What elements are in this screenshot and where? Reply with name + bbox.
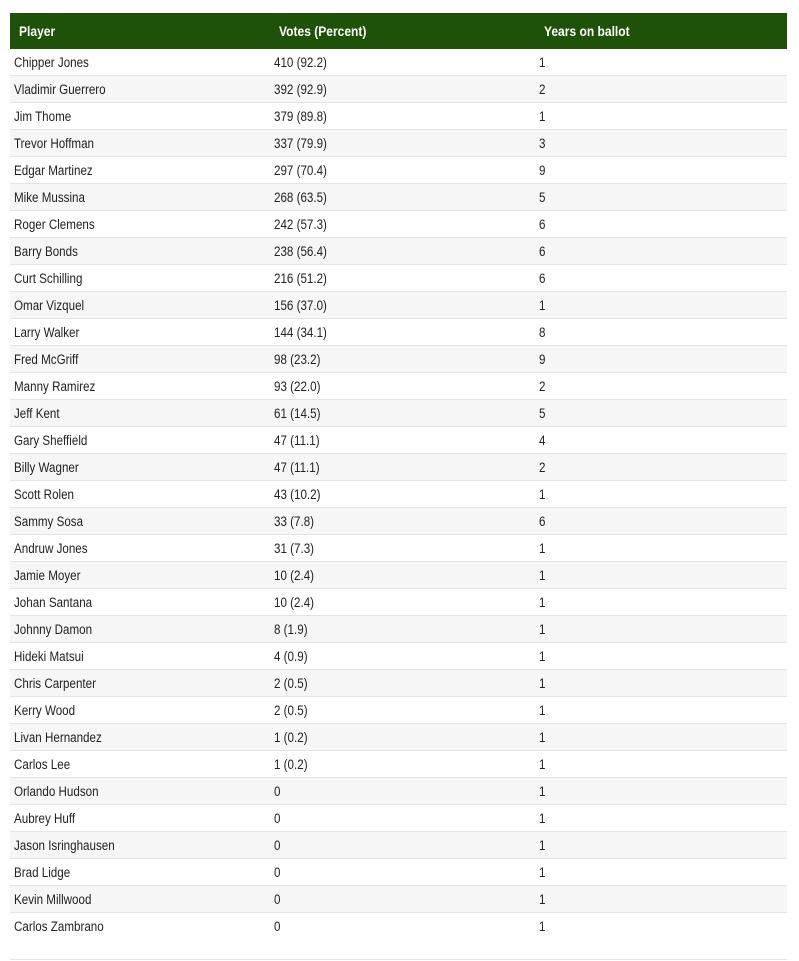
table-row	[10, 292, 787, 319]
player-cell-text: Andruw Jones	[14, 540, 88, 556]
table-row	[10, 400, 787, 427]
years-cell	[535, 211, 787, 238]
years-cell-text: 1	[539, 108, 546, 124]
years-cell-text: 1	[539, 594, 546, 610]
votes-cell	[270, 481, 535, 508]
player-cell	[10, 670, 270, 697]
years-cell	[535, 373, 787, 400]
table-row	[10, 373, 787, 400]
table-row	[10, 130, 787, 157]
votes-cell	[270, 238, 535, 265]
table-row	[10, 805, 787, 832]
footer-divider	[10, 959, 787, 960]
table-row	[10, 751, 787, 778]
player-cell	[10, 724, 270, 751]
votes-cell	[270, 76, 535, 103]
votes-cell	[270, 265, 535, 292]
votes-cell-text: 410 (92.2)	[274, 54, 327, 70]
table-row	[10, 832, 787, 859]
table-row	[10, 427, 787, 454]
table-row	[10, 265, 787, 292]
votes-cell-text: 1 (0.2)	[274, 756, 308, 772]
years-cell-text: 6	[539, 216, 546, 232]
votes-cell	[270, 427, 535, 454]
years-cell	[535, 886, 787, 913]
table-row	[10, 643, 787, 670]
votes-cell-text: 10 (2.4)	[274, 594, 315, 610]
player-cell-text: Johnny Damon	[14, 621, 93, 637]
player-cell-text: Larry Walker	[14, 324, 80, 340]
column-header-votes	[270, 13, 535, 49]
votes-cell-text: 1 (0.2)	[274, 729, 308, 745]
votes-cell-text: 0	[274, 810, 281, 826]
years-cell-text: 1	[539, 810, 546, 826]
votes-cell-text: 4 (0.9)	[274, 648, 308, 664]
votes-cell-text: 0	[274, 864, 281, 880]
years-cell	[535, 481, 787, 508]
player-cell-text: Curt Schilling	[14, 270, 83, 286]
player-cell	[10, 913, 270, 940]
player-cell-text: Edgar Martinez	[14, 162, 93, 178]
player-cell-text: Aubrey Huff	[14, 810, 76, 826]
player-cell	[10, 535, 270, 562]
table-row	[10, 76, 787, 103]
votes-cell	[270, 454, 535, 481]
years-cell-text: 4	[539, 432, 546, 448]
years-cell	[535, 103, 787, 130]
player-cell-text: Brad Lidge	[14, 864, 71, 880]
player-cell-text: Omar Vizquel	[14, 297, 85, 313]
table-row	[10, 535, 787, 562]
player-cell	[10, 886, 270, 913]
years-cell	[535, 76, 787, 103]
votes-cell-text: 144 (34.1)	[274, 324, 327, 340]
votes-cell-text: 238 (56.4)	[274, 243, 327, 259]
player-cell-text: Chipper Jones	[14, 54, 89, 70]
player-cell-text: Trevor Hoffman	[14, 135, 95, 151]
player-cell-text: Livan Hernandez	[14, 729, 102, 745]
votes-cell	[270, 103, 535, 130]
ballot-results-table	[10, 13, 787, 939]
player-cell-text: Billy Wagner	[14, 459, 79, 475]
table-body	[10, 49, 787, 939]
years-cell-text: 8	[539, 324, 546, 340]
table-row	[10, 778, 787, 805]
years-cell	[535, 724, 787, 751]
votes-cell-text: 242 (57.3)	[274, 216, 327, 232]
years-cell-text: 1	[539, 891, 546, 907]
player-cell-text: Jeff Kent	[14, 405, 60, 421]
table-row	[10, 670, 787, 697]
player-cell-text: Gary Sheffield	[14, 432, 88, 448]
votes-cell-text: 98 (23.2)	[274, 351, 321, 367]
header-row	[10, 13, 787, 49]
years-cell	[535, 508, 787, 535]
table-row	[10, 157, 787, 184]
votes-cell	[270, 886, 535, 913]
votes-cell	[270, 373, 535, 400]
years-cell-text: 1	[539, 486, 546, 502]
player-cell-text: Kerry Wood	[14, 702, 76, 718]
votes-cell	[270, 589, 535, 616]
player-cell	[10, 265, 270, 292]
player-cell-text: Chris Carpenter	[14, 675, 96, 691]
player-cell-text: Jason Isringhausen	[14, 837, 115, 853]
votes-cell	[270, 832, 535, 859]
years-cell	[535, 427, 787, 454]
years-cell-text: 5	[539, 189, 546, 205]
column-header-votes-label: Votes (Percent)	[279, 23, 367, 39]
votes-cell-text: 216 (51.2)	[274, 270, 327, 286]
years-cell	[535, 292, 787, 319]
column-header-player	[10, 13, 270, 49]
player-cell	[10, 697, 270, 724]
player-cell	[10, 211, 270, 238]
years-cell-text: 6	[539, 270, 546, 286]
years-cell-text: 1	[539, 567, 546, 583]
player-cell	[10, 751, 270, 778]
votes-cell	[270, 697, 535, 724]
years-cell	[535, 184, 787, 211]
table-row	[10, 697, 787, 724]
years-cell	[535, 130, 787, 157]
player-cell	[10, 184, 270, 211]
votes-cell	[270, 211, 535, 238]
votes-cell	[270, 616, 535, 643]
player-cell	[10, 859, 270, 886]
ballot-results-table-container	[10, 13, 787, 939]
years-cell-text: 1	[539, 702, 546, 718]
player-cell-text: Hideki Matsui	[14, 648, 84, 664]
votes-cell	[270, 778, 535, 805]
player-cell	[10, 238, 270, 265]
player-cell-text: Carlos Lee	[14, 756, 71, 772]
player-cell	[10, 427, 270, 454]
votes-cell	[270, 184, 535, 211]
votes-cell	[270, 508, 535, 535]
player-cell-text: Roger Clemens	[14, 216, 95, 232]
years-cell	[535, 319, 787, 346]
years-cell-text: 6	[539, 513, 546, 529]
player-cell	[10, 373, 270, 400]
years-cell-text: 1	[539, 54, 546, 70]
years-cell-text: 1	[539, 783, 546, 799]
votes-cell	[270, 643, 535, 670]
player-cell-text: Kevin Millwood	[14, 891, 92, 907]
votes-cell-text: 0	[274, 837, 281, 853]
votes-cell-text: 10 (2.4)	[274, 567, 315, 583]
player-cell	[10, 616, 270, 643]
years-cell	[535, 832, 787, 859]
years-cell	[535, 589, 787, 616]
player-cell	[10, 778, 270, 805]
table-header	[10, 13, 787, 49]
votes-cell	[270, 913, 535, 940]
years-cell-text: 9	[539, 351, 546, 367]
table-row	[10, 454, 787, 481]
player-cell	[10, 400, 270, 427]
table-row	[10, 508, 787, 535]
votes-cell-text: 43 (10.2)	[274, 486, 321, 502]
player-cell	[10, 589, 270, 616]
player-cell	[10, 292, 270, 319]
player-cell-text: Vladimir Guerrero	[14, 81, 106, 97]
column-header-years-label: Years on ballot	[544, 23, 630, 39]
votes-cell-text: 47 (11.1)	[274, 432, 320, 448]
votes-cell	[270, 535, 535, 562]
votes-cell	[270, 319, 535, 346]
years-cell	[535, 535, 787, 562]
player-cell	[10, 319, 270, 346]
player-cell	[10, 508, 270, 535]
years-cell	[535, 697, 787, 724]
votes-cell-text: 268 (63.5)	[274, 189, 327, 205]
years-cell	[535, 400, 787, 427]
years-cell-text: 1	[539, 540, 546, 556]
votes-cell	[270, 859, 535, 886]
votes-cell-text: 33 (7.8)	[274, 513, 315, 529]
years-cell	[535, 670, 787, 697]
player-cell	[10, 76, 270, 103]
years-cell-text: 1	[539, 648, 546, 664]
votes-cell-text: 2 (0.5)	[274, 702, 308, 718]
votes-cell-text: 392 (92.9)	[274, 81, 327, 97]
table-row	[10, 589, 787, 616]
years-cell-text: 1	[539, 918, 546, 934]
player-cell	[10, 49, 270, 76]
years-cell	[535, 157, 787, 184]
votes-cell	[270, 130, 535, 157]
years-cell-text: 2	[539, 459, 546, 475]
player-cell	[10, 157, 270, 184]
votes-cell	[270, 346, 535, 373]
years-cell-text: 1	[539, 675, 546, 691]
votes-cell-text: 337 (79.9)	[274, 135, 327, 151]
player-cell	[10, 562, 270, 589]
player-cell-text: Mike Mussina	[14, 189, 85, 205]
years-cell-text: 2	[539, 81, 546, 97]
years-cell-text: 1	[539, 621, 546, 637]
years-cell-text: 6	[539, 243, 546, 259]
table-row	[10, 859, 787, 886]
table-row	[10, 49, 787, 76]
column-header-player-label: Player	[19, 23, 56, 39]
table-row	[10, 913, 787, 940]
years-cell-text: 1	[539, 297, 546, 313]
votes-cell-text: 47 (11.1)	[274, 459, 320, 475]
years-cell-text: 9	[539, 162, 546, 178]
years-cell	[535, 778, 787, 805]
table-row	[10, 238, 787, 265]
votes-cell-text: 31 (7.3)	[274, 540, 315, 556]
years-cell-text: 3	[539, 135, 546, 151]
table-row	[10, 319, 787, 346]
votes-cell	[270, 562, 535, 589]
player-cell-text: Fred McGriff	[14, 351, 79, 367]
player-cell	[10, 103, 270, 130]
years-cell-text: 1	[539, 729, 546, 745]
years-cell-text: 5	[539, 405, 546, 421]
player-cell	[10, 805, 270, 832]
player-cell	[10, 832, 270, 859]
votes-cell-text: 0	[274, 783, 281, 799]
votes-cell	[270, 157, 535, 184]
player-cell-text: Jamie Moyer	[14, 567, 81, 583]
years-cell	[535, 643, 787, 670]
years-cell	[535, 751, 787, 778]
player-cell	[10, 643, 270, 670]
player-cell	[10, 454, 270, 481]
player-cell-text: Manny Ramirez	[14, 378, 96, 394]
votes-cell	[270, 292, 535, 319]
years-cell	[535, 265, 787, 292]
table-row	[10, 616, 787, 643]
table-row	[10, 103, 787, 130]
years-cell	[535, 616, 787, 643]
votes-cell-text: 8 (1.9)	[274, 621, 308, 637]
table-row	[10, 886, 787, 913]
player-cell-text: Jim Thome	[14, 108, 72, 124]
votes-cell	[270, 724, 535, 751]
table-row	[10, 724, 787, 751]
player-cell-text: Scott Rolen	[14, 486, 75, 502]
votes-cell	[270, 751, 535, 778]
years-cell-text: 2	[539, 378, 546, 394]
player-cell-text: Sammy Sosa	[14, 513, 84, 529]
votes-cell-text: 156 (37.0)	[274, 297, 327, 313]
votes-cell	[270, 805, 535, 832]
votes-cell-text: 61 (14.5)	[274, 405, 321, 421]
player-cell-text: Johan Santana	[14, 594, 93, 610]
player-cell-text: Barry Bonds	[14, 243, 78, 259]
player-cell	[10, 481, 270, 508]
player-cell	[10, 346, 270, 373]
years-cell	[535, 805, 787, 832]
years-cell	[535, 49, 787, 76]
votes-cell-text: 93 (22.0)	[274, 378, 321, 394]
years-cell	[535, 913, 787, 940]
votes-cell-text: 297 (70.4)	[274, 162, 327, 178]
table-row	[10, 562, 787, 589]
years-cell	[535, 454, 787, 481]
years-cell	[535, 562, 787, 589]
column-header-years	[535, 13, 787, 49]
years-cell	[535, 346, 787, 373]
votes-cell-text: 379 (89.8)	[274, 108, 327, 124]
votes-cell	[270, 670, 535, 697]
votes-cell-text: 0	[274, 891, 281, 907]
votes-cell-text: 2 (0.5)	[274, 675, 308, 691]
years-cell	[535, 859, 787, 886]
table-row	[10, 211, 787, 238]
years-cell-text: 1	[539, 837, 546, 853]
player-cell-text: Orlando Hudson	[14, 783, 99, 799]
votes-cell	[270, 49, 535, 76]
table-row	[10, 346, 787, 373]
table-row	[10, 184, 787, 211]
years-cell	[535, 238, 787, 265]
votes-cell-text: 0	[274, 918, 281, 934]
table-row	[10, 481, 787, 508]
years-cell-text: 1	[539, 864, 546, 880]
votes-cell	[270, 400, 535, 427]
player-cell	[10, 130, 270, 157]
years-cell-text: 1	[539, 756, 546, 772]
player-cell-text: Carlos Zambrano	[14, 918, 104, 934]
